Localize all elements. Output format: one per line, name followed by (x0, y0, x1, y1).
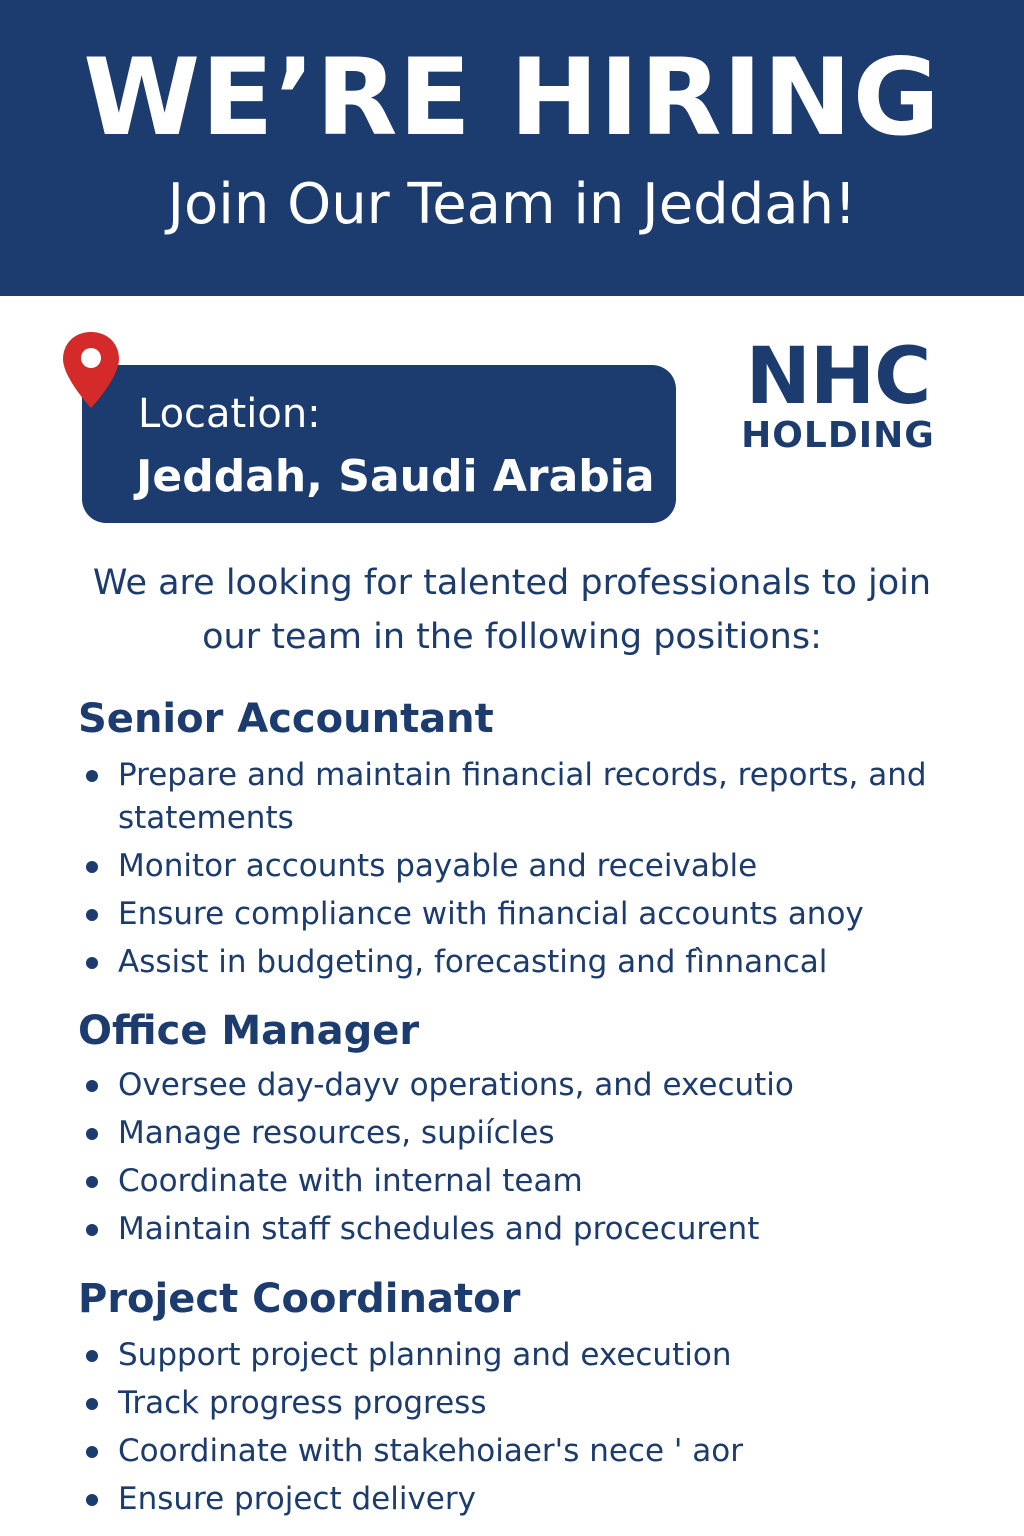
logo-main-text: NHC (745, 332, 931, 422)
location-value: Jeddah, Saudi Arabia (136, 451, 655, 502)
subheadline: Join Our Team in Jeddah! (167, 172, 857, 237)
duties-list-senior-accountant (78, 754, 958, 989)
headline: WE’RE HIRING (83, 36, 941, 159)
company-logo (738, 334, 938, 456)
map-pin-icon (60, 330, 122, 410)
location-box (82, 365, 676, 523)
duty-item: Monitor accounts payable and receivable (78, 845, 958, 888)
duty-item: Prepare and maintain financial records, reports, and statements (78, 754, 958, 840)
duties-list-office-manager (78, 1064, 958, 1256)
position-title-project-coordinator: Project Coordinator (78, 1276, 521, 1322)
duty-item: Coordinate with internal team (78, 1160, 958, 1203)
duty-item: Manage resources, supiícles (78, 1112, 958, 1155)
duty-item: Support project planning and execution (78, 1334, 958, 1377)
intro-text: We are looking for talented professionals to join our team in the following positions: (92, 563, 932, 657)
duties-list-project-coordinator (78, 1334, 958, 1526)
position-title-office-manager: Office Manager (78, 1008, 420, 1054)
duty-item: Maintain staff schedules and procecurent (78, 1208, 958, 1251)
duty-item: Track progress progress (78, 1382, 958, 1425)
position-title-senior-accountant: Senior Accountant (78, 696, 494, 742)
duty-item: Assist in budgeting, forecasting and fìnnancal (78, 941, 958, 984)
location-label: Location: (138, 391, 321, 437)
logo-sub-text: HOLDING (741, 415, 935, 456)
duty-item: Coordinate with stakehoiaer's nece ' aor (78, 1430, 958, 1473)
duty-item: Ensure compliance with financial accounts anoy (78, 893, 958, 936)
hiring-banner (0, 0, 1024, 296)
duty-item: Oversee day-dayv operations, and executio (78, 1064, 958, 1107)
duty-item: Ensure project delivery (78, 1478, 958, 1521)
